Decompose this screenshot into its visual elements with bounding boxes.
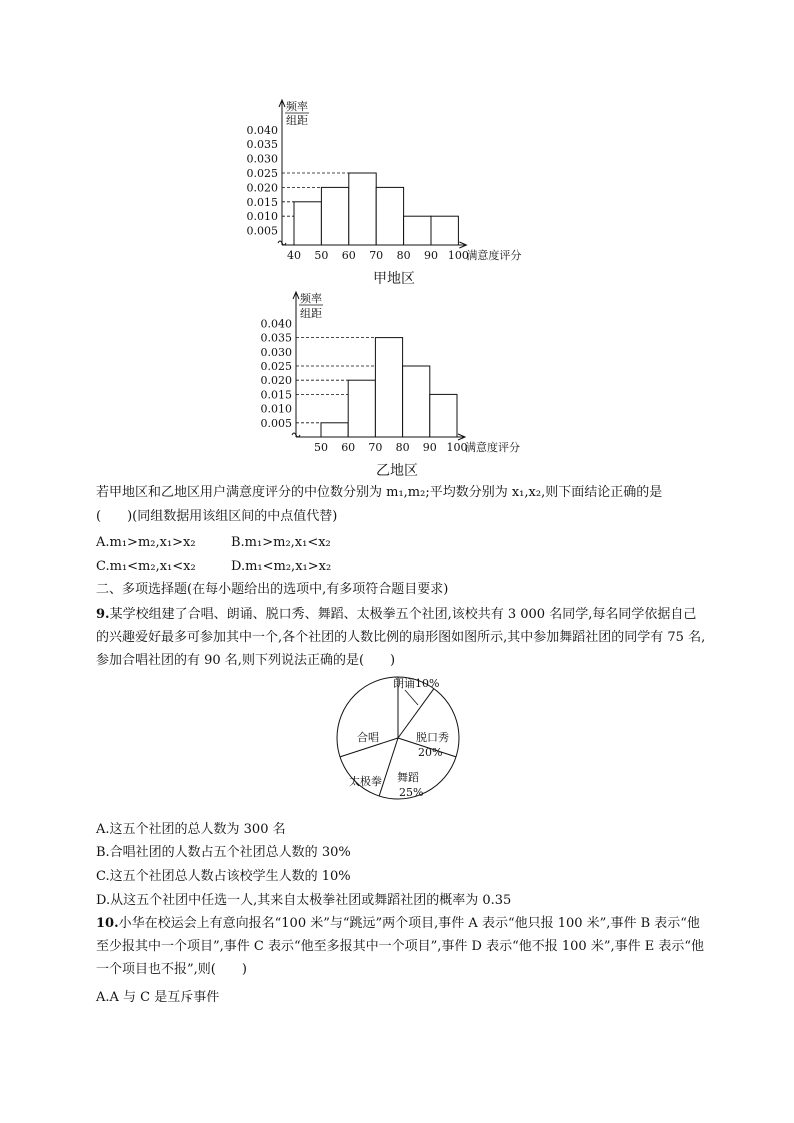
- pie-label-tuokouxiu-pct: 20%: [418, 746, 443, 759]
- y-tick-label: 0.020: [260, 374, 292, 388]
- x-tick-label: 60: [341, 441, 356, 454]
- x-tick-label: 90: [424, 249, 438, 262]
- histogram-bar: [321, 423, 348, 437]
- histogram-bar: [348, 380, 375, 437]
- pie-chart: [337, 676, 459, 799]
- q8-options-row1: [96, 531, 706, 554]
- q9-option-d[interactable]: D.从这五个社团中任选一人,其来自太极拳社团或舞蹈社团的概率为 0.35: [96, 893, 512, 908]
- y-tick-label: 0.030: [246, 152, 278, 166]
- x-tick-label: 90: [422, 441, 437, 454]
- y-tick-label: 0.040: [246, 123, 278, 137]
- q8-stem-line2: ( )(同组数据用该组区间的中点值代替): [96, 509, 338, 524]
- pie-label-hechang: 合唱: [357, 731, 379, 744]
- y-tick-label: 0.025: [260, 360, 292, 373]
- pie-label-wudao-pct: 25%: [399, 786, 424, 799]
- q8-option-a[interactable]: A.m₁>m₂,x₁>x₂: [96, 535, 196, 550]
- pie-label-langsong: 朗诵10%: [393, 677, 440, 690]
- x-tick-label: 80: [395, 441, 410, 454]
- x-tick-label: 60: [341, 249, 356, 262]
- q10-stem: [96, 912, 706, 981]
- histogram-bar: [404, 216, 431, 245]
- q9-stem: [96, 603, 706, 672]
- q8-option-c[interactable]: C.m₁<m₂,x₁<x₂: [96, 559, 196, 574]
- x-tick-label: 100: [447, 249, 469, 262]
- x-tick-label: 40: [287, 249, 301, 262]
- chart-caption-yi: 乙地区: [376, 463, 418, 479]
- q9-number: 9.: [96, 607, 110, 622]
- histogram-bar: [375, 338, 402, 437]
- x-tick-label: 70: [369, 249, 384, 262]
- x-tick-label: 70: [368, 441, 383, 454]
- q8-stem-line1: 若甲地区和乙地区用户满意度评分的中位数分别为 m₁,m₂;平均数分别为 x₁,x₂,则下面结论正确的是: [96, 485, 663, 500]
- pie-label-tuokouxiu: 脱口秀: [416, 731, 449, 744]
- y-tick-label: 0.035: [246, 138, 278, 152]
- q9-option-a[interactable]: A.这五个社团的总人数为 300 名: [96, 822, 286, 837]
- q8-options-row2: [96, 555, 706, 578]
- q10-number: 10.: [96, 916, 119, 931]
- histogram-yi-group: [261, 291, 521, 454]
- q8-option-d[interactable]: D.m₁<m₂,x₁>x₂: [231, 559, 332, 574]
- q10-option-a[interactable]: A.A 与 C 是互斥事件: [96, 990, 220, 1005]
- y-tick-label: 0.005: [246, 224, 278, 238]
- y-tick-label: 0.030: [260, 345, 292, 359]
- y-tick-label: 0.010: [260, 402, 292, 416]
- q9-option-c[interactable]: C.这五个社团总人数占该校学生人数的 10%: [96, 869, 351, 884]
- x-axis-label: 满意度评分: [465, 441, 520, 454]
- y-label-top: 频率: [300, 292, 322, 305]
- y-tick-label: 0.040: [260, 317, 292, 331]
- y-tick-label: 0.005: [260, 416, 292, 430]
- chart-caption-jia: 甲地区: [373, 271, 415, 287]
- q10-stem-text: 小华在校运会上有意向报名“100 米”与“跳远”两个项目,事件 A 表示“他只报 100 米”,事件 B 表示“他至少报其中一个项目”,事件 C 表示“他至多报其中一个项目”,事件 D 表示“他不报 100 米”,事件 E 表示“他一个项目也不报”,则( ): [96, 916, 705, 977]
- y-label-top: 频率: [286, 100, 308, 113]
- section-heading: 二、多项选择题(在每小题给出的选项中,有多项符合题目要求): [96, 582, 449, 597]
- y-tick-label: 0.025: [246, 167, 278, 180]
- q8-option-b[interactable]: B.m₁>m₂,x₁<x₂: [231, 535, 331, 550]
- histogram-bar: [376, 187, 403, 245]
- pie-label-taijiquan: 太极拳: [349, 775, 382, 788]
- x-tick-label: 50: [314, 249, 329, 262]
- histogram-jia-group: [247, 99, 522, 262]
- histogram-bar: [431, 216, 458, 245]
- y-tick-label: 0.020: [246, 181, 278, 195]
- q9-option-b[interactable]: B.合唱社团的人数占五个社团总人数的 30%: [96, 845, 351, 860]
- histogram-bar: [349, 173, 376, 245]
- x-tick-label: 100: [446, 441, 468, 454]
- y-label-bottom: 组距: [286, 114, 308, 127]
- histogram-bar: [403, 366, 430, 437]
- histogram-bar: [321, 187, 348, 245]
- q9-stem-text: 某学校组建了合唱、朗诵、脱口秀、舞蹈、太极拳五个社团,该校共有 3 000 名同学,每名同学依据自己的兴趣爱好最多可参加其中一个,各个社团的人数比例的扇形图如图所示,其中参加舞蹈社团的同学有 75 名,参加合唱社团的有 90 名,则下列说法正确的是( ): [96, 607, 706, 668]
- y-label-bottom: 组距: [300, 307, 322, 320]
- x-tick-label: 50: [314, 441, 328, 454]
- x-axis-label: 满意度评分: [466, 249, 522, 262]
- y-tick-label: 0.015: [246, 195, 278, 209]
- y-tick-label: 0.035: [260, 331, 292, 345]
- y-tick-label: 0.010: [246, 210, 278, 224]
- x-tick-label: 80: [396, 249, 411, 262]
- histogram-bar: [430, 394, 457, 437]
- histogram-bar: [294, 202, 321, 245]
- pie-label-wudao: 舞蹈: [397, 771, 419, 784]
- y-tick-label: 0.015: [260, 388, 292, 402]
